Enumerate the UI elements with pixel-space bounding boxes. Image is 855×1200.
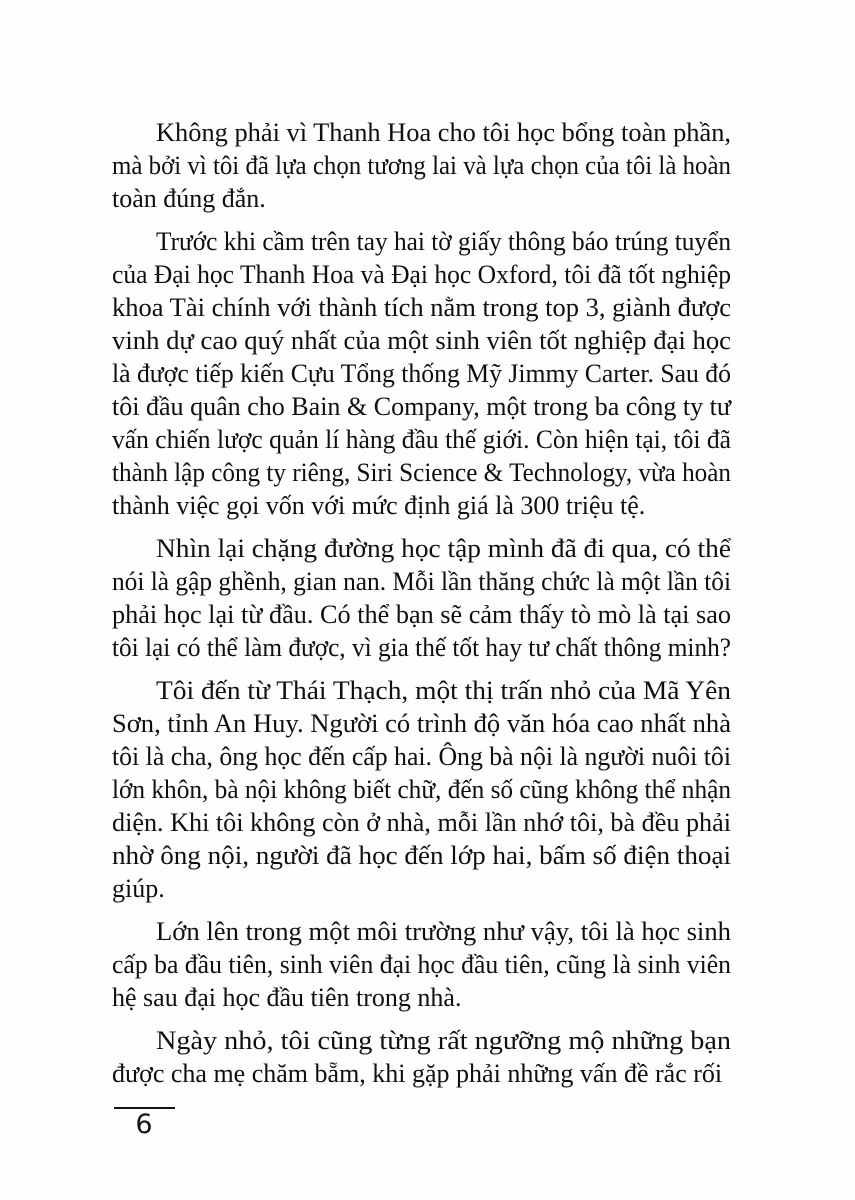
- text-line: là được tiếp kiến Cựu Tổng thống Mỹ Jimmy Carter. Sau đó: [112, 359, 731, 388]
- text-line: phải học lại từ đầu. Có thể bạn sẽ cảm thấy tò mò là tại sao: [112, 600, 731, 629]
- body-text: [112, 116, 731, 1090]
- paragraph: [112, 1024, 731, 1090]
- paragraph: [112, 674, 731, 905]
- text-line: tôi lại có thể làm được, vì gia thế tốt hay tư chất thông minh?: [112, 633, 731, 662]
- text-line: vinh dự cao quý nhất của một sinh viên tốt nghiệp đại học: [112, 326, 731, 355]
- text-line: giúp.: [112, 874, 165, 903]
- text-line: thành lập công ty riêng, Siri Science & Technology, vừa hoàn: [112, 458, 731, 487]
- text-line: được cha mẹ chăm bẵm, khi gặp phải những vấn đề rắc rối: [112, 1059, 723, 1088]
- text-line: diện. Khi tôi không còn ở nhà, mỗi lần nhớ tôi, bà đều phải: [112, 808, 731, 837]
- text-line: toàn đúng đắn.: [112, 184, 266, 213]
- text-line: hệ sau đại học đầu tiên trong nhà.: [112, 983, 462, 1012]
- page-number: 6: [135, 1109, 153, 1140]
- text-line: khoa Tài chính với thành tích nằm trong top 3, giành được: [112, 293, 731, 322]
- text-line: lớn khôn, bà nội không biết chữ, đến số cũng không thể nhận: [112, 775, 731, 804]
- text-line: Nhìn lại chặng đường học tập mình đã đi qua, có thể: [156, 534, 731, 563]
- text-line: cấp ba đầu tiên, sinh viên đại học đầu tiên, cũng là sinh viên: [112, 950, 731, 979]
- text-line: Ngày nhỏ, tôi cũng từng rất ngưỡng mộ những bạn: [156, 1026, 731, 1055]
- text-line: Sơn, tỉnh An Huy. Người có trình độ văn hóa cao nhất nhà: [112, 709, 731, 738]
- paragraph: [112, 116, 731, 215]
- text-line: của Đại học Thanh Hoa và Đại học Oxford, tôi đã tốt nghiệp: [112, 260, 731, 289]
- text-line: Trước khi cầm trên tay hai tờ giấy thông báo trúng tuyển: [156, 227, 731, 256]
- text-line: nhờ ông nội, người đã học đến lớp hai, bấm số điện thoại: [112, 841, 731, 870]
- paragraph: [112, 915, 731, 1014]
- text-line: Tôi đến từ Thái Thạch, một thị trấn nhỏ của Mã Yên: [156, 676, 731, 705]
- text-line: vấn chiến lược quản lí hàng đầu thế giới. Còn hiện tại, tôi đã: [112, 425, 731, 454]
- text-line: nói là gập ghềnh, gian nan. Mỗi lần thăng chức là một lần tôi: [112, 567, 731, 596]
- text-line: thành việc gọi vốn với mức định giá là 300 triệu tệ.: [112, 491, 646, 520]
- text-line: mà bởi vì tôi đã lựa chọn tương lai và lựa chọn của tôi là hoàn: [112, 151, 731, 180]
- text-line: tôi là cha, ông học đến cấp hai. Ông bà nội là người nuôi tôi: [112, 742, 731, 771]
- text-line: Không phải vì Thanh Hoa cho tôi học bổng toàn phần,: [156, 118, 731, 147]
- paragraph: [112, 532, 731, 664]
- paragraph: [112, 225, 731, 522]
- text-line: Lớn lên trong một môi trường như vậy, tôi là học sinh: [156, 917, 731, 946]
- text-line: tôi đầu quân cho Bain & Company, một trong ba công ty tư: [112, 392, 731, 421]
